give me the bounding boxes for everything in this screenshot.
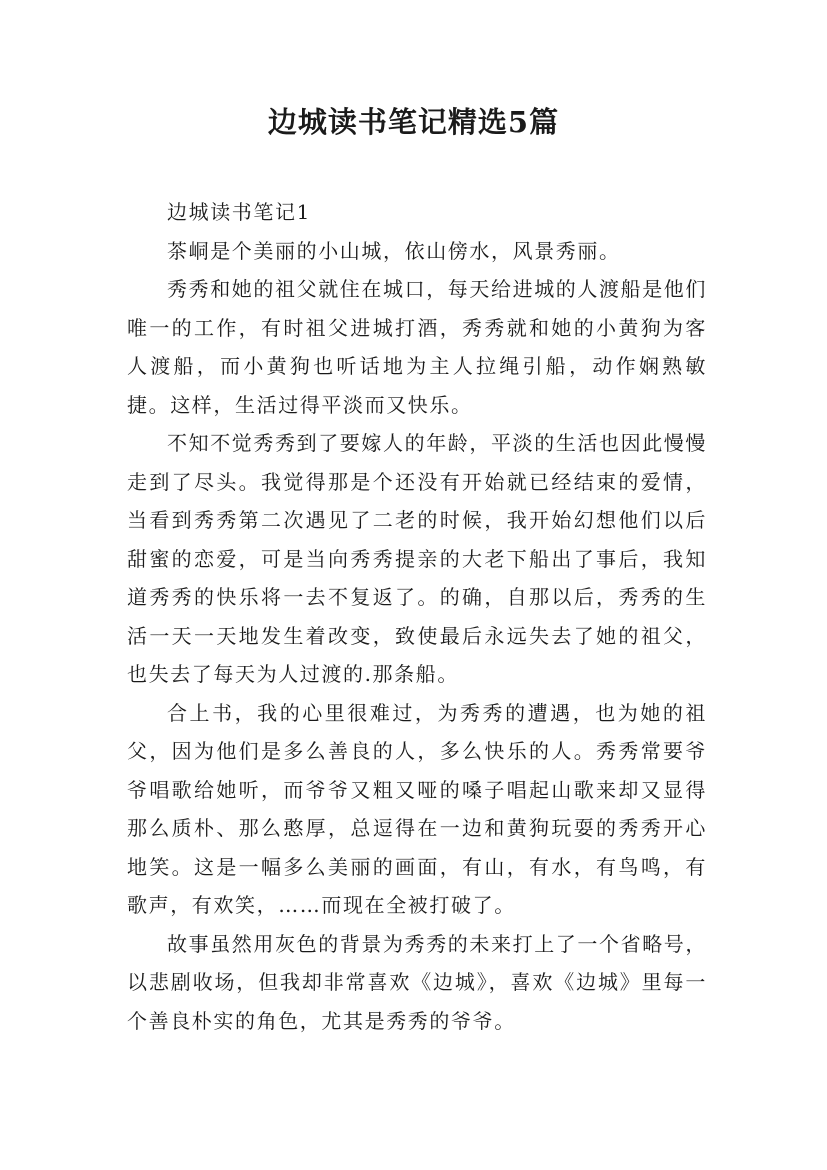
section-heading: 边城读书笔记1 — [167, 200, 311, 224]
paragraph: 茶峒是个美丽的小山城，依山傍水，风景秀丽。 — [167, 238, 621, 263]
document-body — [127, 193, 707, 1040]
paragraph: 合上书，我的心里很难过，为秀秀的遭遇，也为她的祖父，因为他们是多么善良的人，多么快乐的人。秀秀常要爷爷唱歌给她听，而爷爷又粗又哑的嗓子唱起山歌来却又显得那么质朴、那么憨厚，总逗得在一边和黄狗玩耍的秀秀开心地笑。这是一幅多么美丽的画面，有山，有水，有鸟鸣，有歌声，有欢笑，……而现在全被打破了。 — [127, 700, 707, 917]
paragraph: 不知不觉秀秀到了要嫁人的年龄，平淡的生活也因此慢慢走到了尽头。我觉得那是个还没有开始就已经结束的爱情，当看到秀秀第二次遇见了二老的时候，我开始幻想他们以后甜蜜的恋爱，可是当向秀秀提亲的大老下船出了事后，我知道秀秀的快乐将一去不复返了。的确，自那以后，秀秀的生活一天一天地发生着改变，致使最后永远失去了她的祖父，也失去了每天为人过渡的.那条船。 — [127, 431, 707, 686]
document-title: 边城读书笔记精选5篇 — [267, 105, 560, 139]
paragraph: 故事虽然用灰色的背景为秀秀的未来打上了一个省略号，以悲剧收场，但我却非常喜欢《边城》，喜欢《边城》里每一个善良朴实的角色，尤其是秀秀的爷爷。 — [127, 931, 707, 1033]
paragraph: 秀秀和她的祖父就住在城口，每天给进城的人渡船是他们唯一的工作，有时祖父进城打酒，秀秀就和她的小黄狗为客人渡船，而小黄狗也听话地为主人拉绳引船，动作娴熟敏捷。这样，生活过得平淡而又快乐。 — [127, 277, 707, 417]
